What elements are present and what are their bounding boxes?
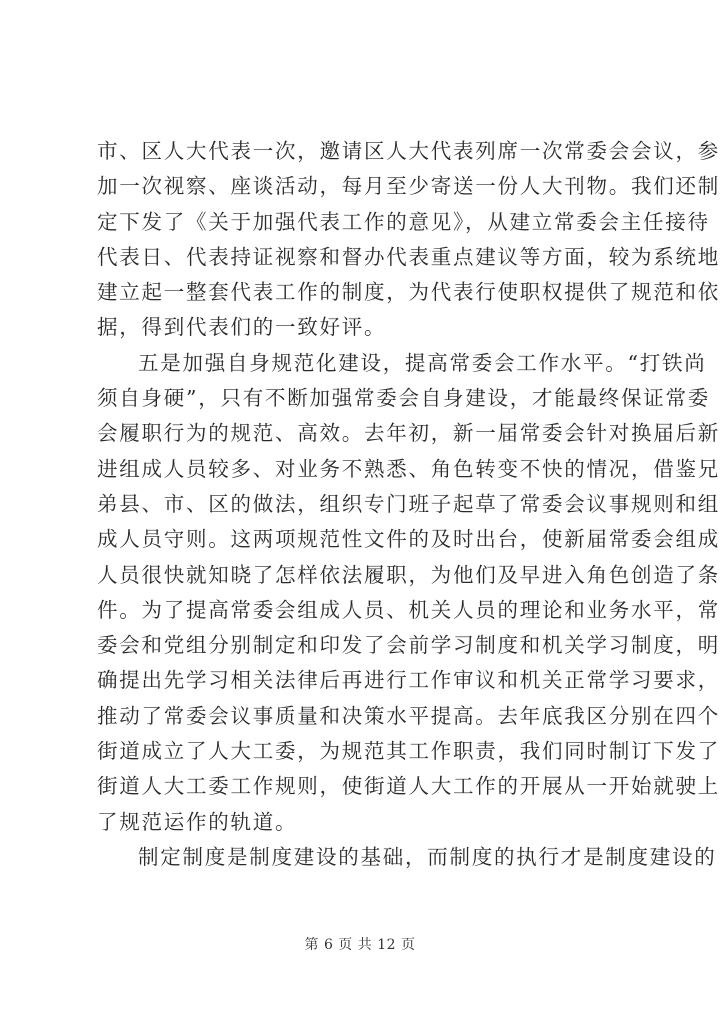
text-line: 人员很快就知晓了怎样依法履职，为他们及早进入角色创造了条 <box>97 562 720 587</box>
text-line: 委会和党组分别制定和印发了会前学习制度和机关学习制度，明 <box>97 633 720 658</box>
text-line: 确提出先学习相关法律后再进行工作审议和机关正常学习要求， <box>97 668 720 693</box>
text-line: 须自身硬”，只有不断加强常委会自身建设，才能最终保证常委 <box>97 386 710 411</box>
text-line: 市、区人大代表一次，邀请区人大代表列席一次常委会会议，参 <box>97 139 720 163</box>
text-line: 了规范运作的轨道。 <box>97 809 298 834</box>
page-number-footer: 第 6 页 共 12 页 <box>304 937 416 953</box>
paragraph-start-line: 五是加强自身规范化建设，提高常委会工作水平。“打铁尚 <box>138 350 707 375</box>
text-line: 会履职行为的规范、高效。去年初，新一届常委会针对换届后新 <box>97 421 720 446</box>
paragraph-start-line: 制定制度是制度建设的基础，而制度的执行才是制度建设的 <box>138 844 717 869</box>
text-line: 推动了常委会议事质量和决策水平提高。去年底我区分别在四个 <box>97 703 720 728</box>
text-line: 成人员守则。这两项规范性文件的及时出台，使新届常委会组成 <box>97 527 720 552</box>
text-line: 建立起一整套代表工作的制度，为代表行使职权提供了规范和依 <box>97 280 720 305</box>
text-line: 街道人大工委工作规则，使街道人大工作的开展从一开始就驶上 <box>97 774 720 799</box>
text-line: 弟县、市、区的做法，组织专门班子起草了常委会议事规则和组 <box>97 491 720 516</box>
text-line: 代表日、代表持证视察和督办代表重点建议等方面，较为系统地 <box>97 244 720 269</box>
text-line: 进组成人员较多、对业务不熟悉、角色转变不快的情况，借鉴兄 <box>97 456 720 481</box>
text-line: 定下发了《关于加强代表工作的意见》，从建立常委会主任接待 <box>97 209 710 234</box>
text-line: 街道成立了人大工委，为规范其工作职责，我们同时制订下发了 <box>97 739 720 764</box>
text-line: 加一次视察、座谈活动，每月至少寄送一份人大刊物。我们还制 <box>97 174 720 199</box>
text-line: 据，得到代表们的一致好评。 <box>97 315 387 340</box>
body-text <box>97 134 720 875</box>
text-line: 件。为了提高常委会组成人员、机关人员的理论和业务水平，常 <box>97 597 720 622</box>
